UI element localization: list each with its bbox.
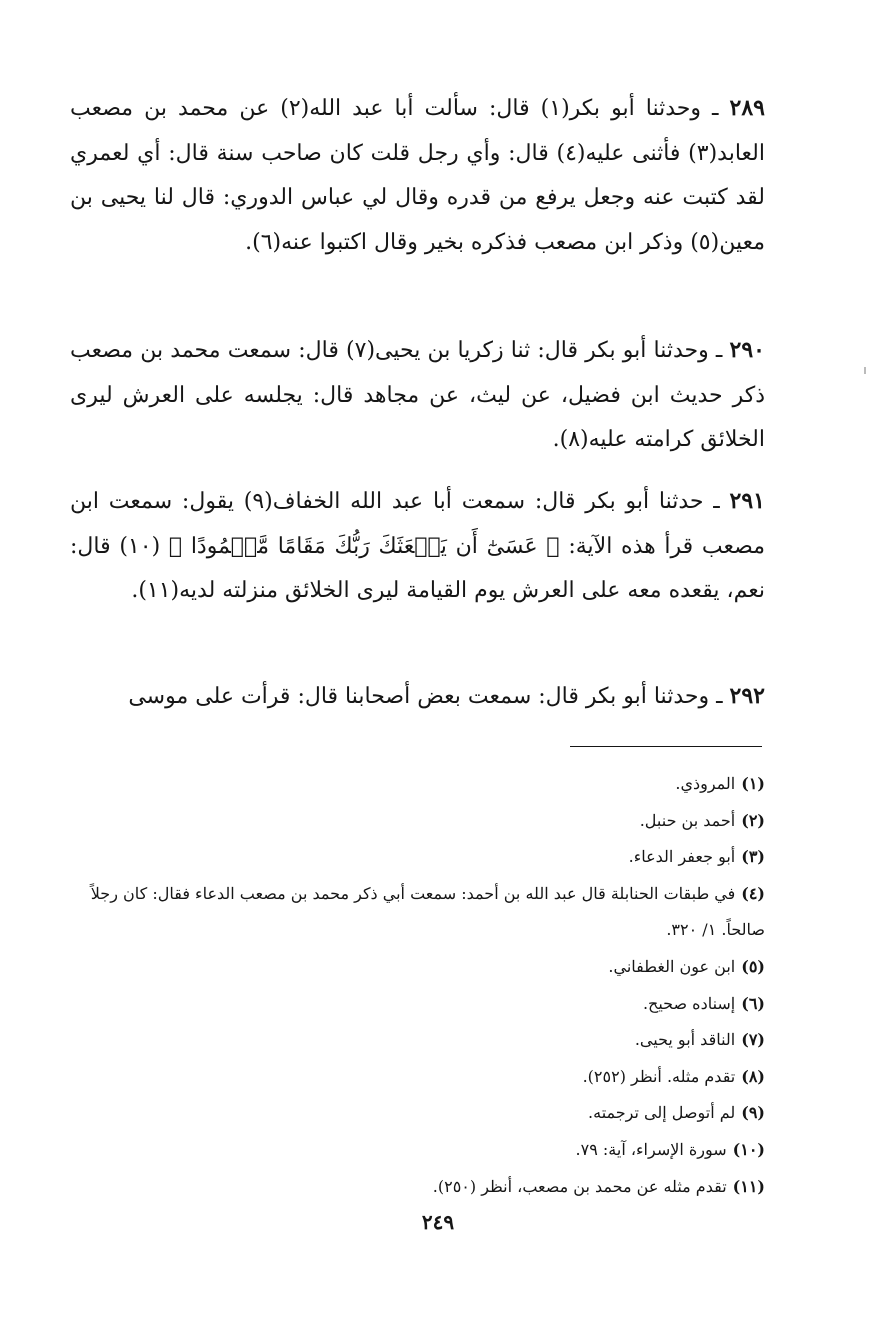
entry-text: وحدثنا أبو بكر(١) قال: سألت أبا عبد الله(٢) عن محمد بن مصعب العابد(٣) فأثنى عليه(٤) قال: وأي رجل قلت كان صاحب سنة قال: أي لعمري لقد كتبت عنه وجعل يرفع من قدره وقال لي عباس الدوري: قال لنا يحيى بن معين(٥) وذكر ابن مصعب فذكره بخير وقال اكتبوا عنه(٦). — [70, 96, 765, 255]
footnote-number: (٣) — [741, 847, 765, 867]
entry-separator: ـ — [715, 338, 723, 363]
footnote — [70, 1169, 765, 1206]
footnote — [70, 1132, 765, 1169]
entry-number: ٢٩١ — [729, 488, 765, 514]
footnote-number: (١١) — [732, 1176, 765, 1196]
page-number: ٢٤٩ — [421, 1210, 455, 1234]
footnote-text: الناقد أبو يحيى. — [634, 1030, 736, 1050]
footnote-text: في طبقات الحنابلة قال عبد الله بن أحمد: سمعت أبي ذكر محمد بن مصعب الدعاء فقال: كان رجلاً صالحاً. ١/ ٣٢٠. — [90, 883, 765, 940]
entry-text: وحدثنا أبو بكر قال: سمعت بعض أصحابنا قال: قرأت على موسى — [128, 684, 710, 709]
footnote-number: (١) — [741, 774, 765, 793]
entry-text-before: حدثنا أبو بكر قال: سمعت أبا عبد الله الخفاف(٩) يقول: سمعت ابن مصعب قرأ هذه الآية: — [70, 489, 765, 559]
footnote-text: أحمد بن حنبل. — [639, 810, 736, 830]
footnote-number: (٨) — [741, 1066, 765, 1086]
footnote-number: (٧) — [741, 1030, 765, 1050]
margin-mark — [864, 367, 866, 374]
footnote — [70, 1022, 765, 1059]
entry-separator: ـ — [712, 96, 719, 121]
footnote-number: (٥) — [741, 956, 765, 976]
quran-verse: ﴿ عَسَىٰٓ أَن يَبۡعَثَكَ رَبُّكَ مَقَامًا مَّحۡمُودًا ﴾ — [168, 533, 560, 559]
entry-292 — [70, 674, 765, 720]
entry-number: ٢٩٠ — [729, 337, 765, 363]
footnote-divider — [570, 746, 762, 747]
footnote-number: (١٠) — [732, 1139, 765, 1159]
footnote-text: تقدم مثله. أنظر (٢٥٢). — [582, 1066, 736, 1086]
entry-text: وحدثنا أبو بكر قال: ثنا زكريا بن يحيى(٧) قال: سمعت محمد بن مصعب ذكر حديث ابن فضيل، عن ليث، عن مجاهد قال: يجلسه على العرش ليرى الخلائق كرامته عليه(٨). — [70, 338, 765, 452]
footnote — [70, 839, 765, 876]
footnotes-list — [70, 766, 765, 1205]
footnote-text: المروذي. — [675, 774, 736, 793]
footnote — [70, 766, 765, 803]
footnote-text: ابن عون الغطفاني. — [608, 956, 736, 976]
entry-number: ٢٨٩ — [729, 95, 765, 121]
footnote-number: (٦) — [741, 993, 765, 1013]
entry-289 — [70, 86, 765, 265]
footnote-text: أبو جعفر الدعاء. — [628, 847, 736, 867]
entry-separator: ـ — [716, 684, 723, 709]
footnote — [70, 876, 765, 949]
entry-separator: ـ — [713, 489, 720, 514]
footnote — [70, 1095, 765, 1132]
entry-number: ٢٩٢ — [729, 683, 765, 709]
footnote-text: لم أتوصل إلى ترجمته. — [588, 1103, 736, 1123]
entry-291 — [70, 479, 765, 614]
footnote-number: (٢) — [741, 810, 765, 830]
footnote — [70, 803, 765, 840]
footnote-number: (٩) — [741, 1103, 765, 1123]
footnote — [70, 949, 765, 986]
footnote-number: (٤) — [741, 883, 765, 903]
footnote — [70, 986, 765, 1023]
footnote-text: تقدم مثله عن محمد بن مصعب، أنظر (٢٥٠). — [432, 1176, 727, 1196]
footnote-text: سورة الإسراء، آية: ٧٩. — [575, 1139, 727, 1159]
entry-290 — [70, 328, 765, 463]
footnote-text: إسناده صحيح. — [642, 993, 736, 1013]
entry-text-after: (١٠) قال: نعم، يقعده معه على العرش يوم القيامة ليرى الخلائق منزلته لديه(١١). — [70, 533, 765, 603]
footnote — [70, 1059, 765, 1096]
